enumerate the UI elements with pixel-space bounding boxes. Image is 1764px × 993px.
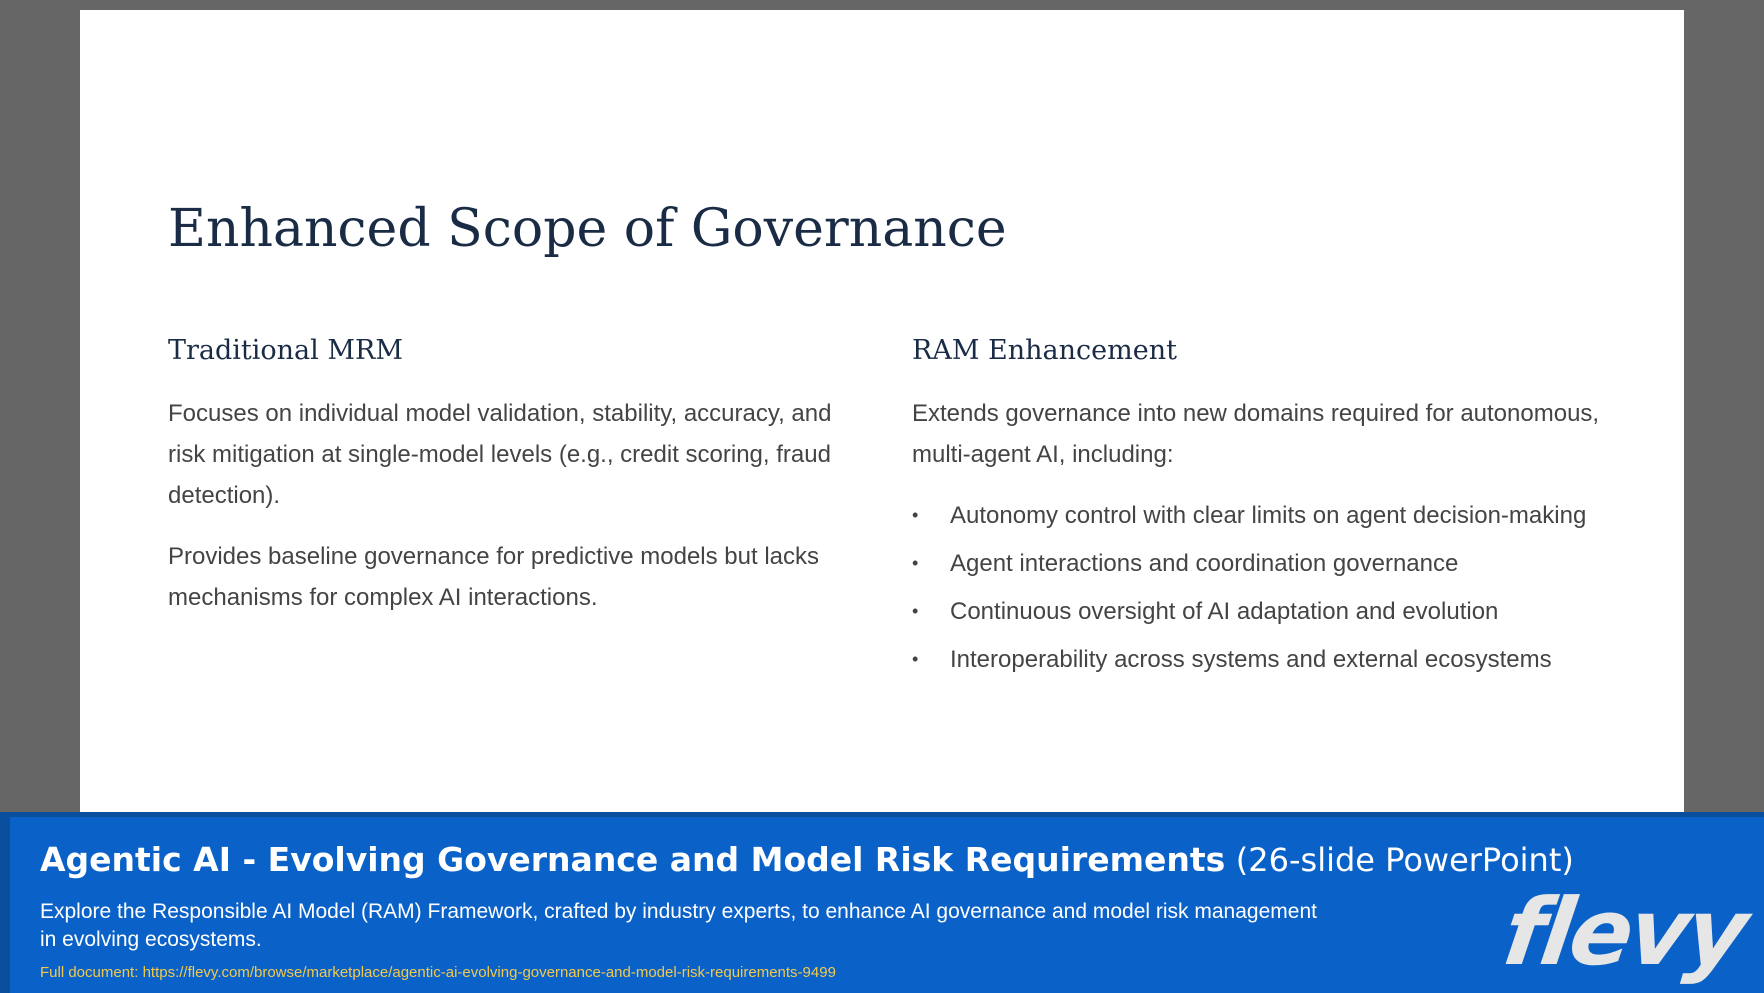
- bullet-text: Continuous oversight of AI adaptation and evolution: [950, 598, 1499, 626]
- document-link-prefix: Full document:: [40, 964, 139, 981]
- right-column-heading: RAM Enhancement: [912, 335, 1177, 366]
- document-link[interactable]: [40, 964, 836, 981]
- flevy-logo[interactable]: flevy: [1497, 879, 1752, 986]
- promo-banner: [0, 812, 1764, 993]
- left-column-heading: Traditional MRM: [168, 335, 403, 366]
- bullet-text: Agent interactions and coordination governance: [950, 550, 1459, 578]
- banner-title-main: Agentic AI - Evolving Governance and Model Risk Requirements: [40, 840, 1226, 879]
- document-link-url[interactable]: https://flevy.com/browse/marketplace/agentic-ai-evolving-governance-and-model-risk-requirements-9499: [142, 964, 836, 981]
- bullet-icon: •: [912, 649, 919, 670]
- left-paragraph-2: Provides baseline governance for predictive models but lacks mechanisms for complex AI interactions.: [168, 543, 820, 612]
- bullet-icon: •: [912, 505, 919, 526]
- right-intro: Extends governance into new domains required for autonomous, multi-agent AI, including:: [912, 400, 1600, 469]
- list-item: [912, 639, 1612, 680]
- left-paragraph-1: Focuses on individual model validation, stability, accuracy, and risk mitigation at single-model levels (e.g., credit scoring, fraud detection).: [168, 400, 832, 510]
- list-item: [912, 591, 1612, 632]
- bullet-icon: •: [912, 601, 919, 622]
- slide-canvas: [80, 10, 1684, 812]
- banner-title: [40, 839, 1574, 880]
- bullet-text: Autonomy control with clear limits on agent decision-making: [950, 502, 1587, 530]
- slide-title: Enhanced Scope of Governance: [168, 199, 1007, 259]
- bullet-text: Interoperability across systems and external ecosystems: [950, 646, 1552, 674]
- left-column: [168, 333, 858, 638]
- bullet-list: [912, 495, 1612, 680]
- bullet-icon: •: [912, 553, 919, 574]
- banner-title-sub: (26-slide PowerPoint): [1235, 841, 1574, 879]
- list-item: [912, 543, 1612, 584]
- right-column: [912, 333, 1612, 687]
- list-item: [912, 495, 1612, 536]
- banner-description: Explore the Responsible AI Model (RAM) Framework, crafted by industry experts, to enhance AI governance and model risk management in evolving ecosystems.: [40, 900, 1317, 951]
- banner-accent-bar: [0, 817, 10, 993]
